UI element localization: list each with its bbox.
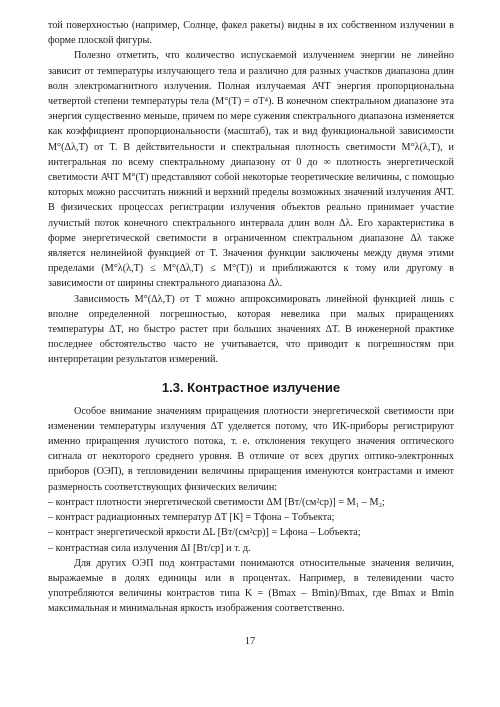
contrast-list: [48, 495, 454, 556]
paragraph-contrast-intro: Особое внимание значениям приращения плотности энергетической светимости при изменении температуры излучения ΔT уделяется потому, что ИК-приборы регистрируют именно приращения лучистого потока, т. е. отклонения текущего значения оптического сигнала от некоторого среднего уровня. В отличие от всех других оптико-электронных приборов (ОЭП), в тепловидении величины приращения именуются контрастами и имеют размерность соответствующих физических величин:: [48, 405, 454, 493]
page-body: [48, 18, 454, 617]
page-number: 17: [244, 636, 256, 647]
list-item: – контрастная сила излучения ΔI [Вт/ср] и т. д.: [48, 541, 454, 556]
list-item: – контраст радиационных температур ΔT [К] = Tфона – Tобъекта;: [48, 510, 454, 525]
list-item: – контраст плотности энергетической светимости ΔM [Вт/(см²ср)] = M₁ – M₂;: [48, 495, 454, 510]
paragraph-approximation: Зависимость M°(Δλ,T) от T можно аппроксимировать линейной функцией лишь с вполне определенной погрешностью, которая невелика при малых приращениях температуры ΔT, но быстро растет при больших значениях ΔT. В инженерной практике последнее обстоятельство часто не учитывается, что приводит к погрешностям при интерпретации результатов измерений.: [48, 293, 454, 366]
paragraph-radiation-energy: Полезно отметить, что количество испускаемой излучением энергии не линейно зависит от температуры излучающего тела и различно для разных участков диапазона длин волн электромагнитного излучения. Полная излучаемая АЧТ энергия пропорциональна четвертой степени температуры тела (M°(T) = σT⁴). В конечном спектральном диапазоне эта энергия существенно меньше, причем по мере сужения спектрального диапазона изменяется как коэффициент пропорциональности (масштаб), так и вид функциональной зависимости M°(Δλ,T) от T. В действительности и спектральная плотность светимости M°λ(λ,T), и интегральная по всему спектральному диапазону от 0 до ∞ плотность энергетической светимости АЧТ M°(T) представляют собой некоторые теоретические величины, с помощью которых можно рассчитать нижний и верхний пределы возможных значений излучения АЧТ. В физических процессах регистрации излучения объектов реально принимает участие лучистый поток конечного спектрального интервала длин волн Δλ. Его характеристика в форме энергетической светимости в ограниченном спектральном диапазоне Δλ также является нелинейной функцией от T. Значения функции заключены между двумя этими пределами (M°λ(λ,T) ≤ M°(Δλ,T) ≤ M°(T)) и приближаются к тому или другому в зависимости от ширины спектрального диапазона Δλ.: [48, 50, 454, 290]
paragraph-other-oep: Для других ОЭП под контрастами понимаются относительные значения величин, выражаемые в долях единицы или в процентах. Например, в телевидении часто употребляются величины контрастов типа K = (Bmax – Bmin)/Bmax, где Bmax и Bmin максимальная и минимальная яркость изображения соответственно.: [48, 557, 454, 615]
list-item: – контраст энергетической яркости ΔL [Вт/(см²ср)] = Lфона – Lобъекта;: [48, 525, 454, 540]
paragraph-continuation: той поверхностью (например, Солнце, факел ракеты) видны в их собственном излучении в форме плоской фигуры.: [48, 20, 454, 47]
section-heading: 1.3. Контрастное излучение: [161, 379, 341, 395]
